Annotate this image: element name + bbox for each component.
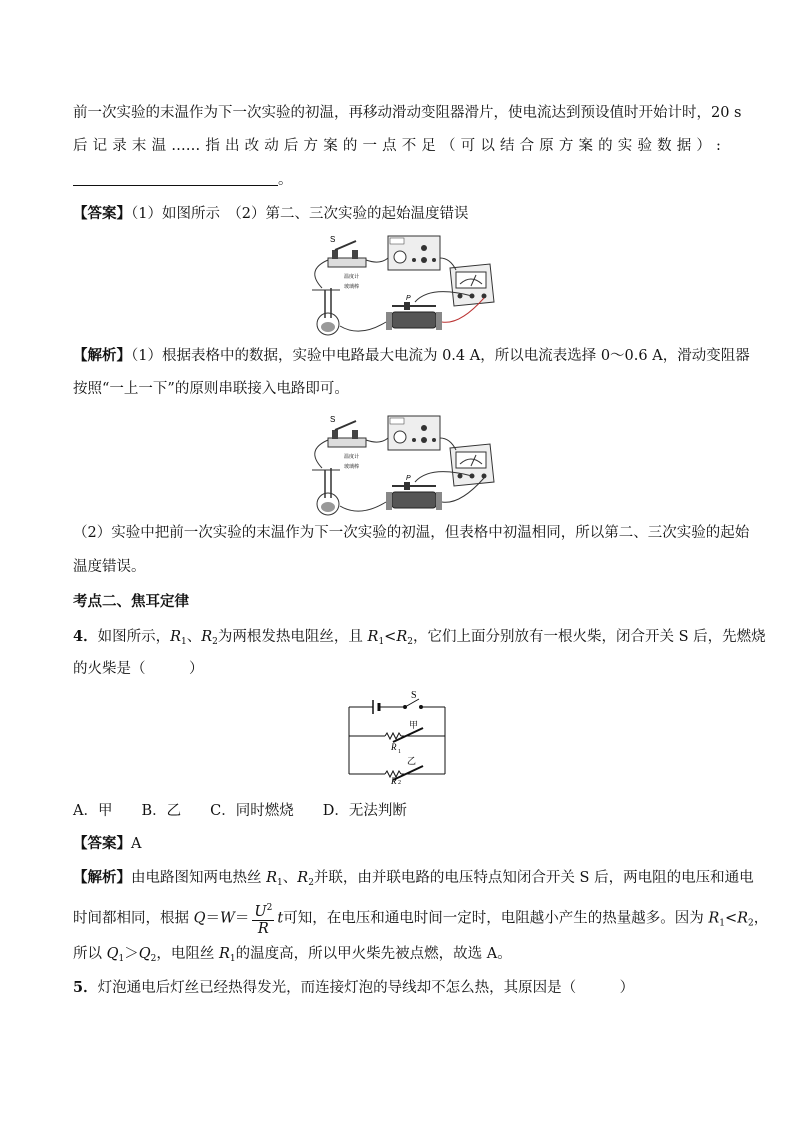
line2-char: 数 [657, 138, 672, 154]
r-symbol: R [297, 870, 309, 886]
analysis1-line4: 温度错误。 [73, 559, 146, 575]
sep: 、 [282, 870, 298, 886]
analysis4-line1 [73, 868, 754, 893]
analysis4-text-b: 并联，由并联电路的电压特点知闭合开关 S 后，两电阻的电压和通电 [313, 870, 754, 886]
q4-number: 4． [73, 628, 98, 645]
r-sub: 1 [181, 637, 187, 647]
r-symbol: R [737, 910, 749, 927]
equals: ＝ [205, 910, 220, 927]
q3-intro-line2 [73, 136, 721, 156]
switch-label-2: S [330, 415, 336, 424]
switch-label: S [330, 235, 336, 244]
r-symbol: R [201, 629, 213, 645]
r-sub: 1 [719, 918, 725, 929]
line2-char: （ [441, 138, 456, 154]
section-title: 考点二、焦耳定律 [73, 593, 189, 610]
q5-text: 灯泡通电后灯丝已经热得发光，而连接灯泡的导线却不怎么热，其原因是（ ） [97, 980, 635, 996]
analysis1-text: （1）根据表格中的数据，实验中电路最大电流为 0.4 A，所以电流表选择 0～0.6 A，滑动变阻器 [131, 348, 750, 364]
r-sub: 2 [748, 918, 754, 929]
u-symbol: U [254, 904, 267, 920]
r-symbol: R [170, 629, 182, 645]
line2-char: 记 [92, 138, 108, 154]
line2-char: 的 [598, 138, 613, 154]
answer1 [73, 204, 468, 224]
line2-char: 合 [519, 138, 535, 154]
glass-label-2: 玻璃棒 [344, 464, 360, 470]
yi-label: 乙 [407, 757, 417, 767]
q5-line [73, 978, 634, 998]
analysis4-text-a: 由电路图知两电热丝 [131, 870, 267, 886]
r-denominator: R [257, 921, 269, 937]
lt-sign: < [384, 629, 397, 645]
q-symbol: Q [193, 910, 206, 927]
line2-char: 末 [131, 138, 147, 154]
line2-char: 不 [401, 138, 417, 154]
line2-char: 后 [73, 138, 88, 154]
apparatus-figure-1 [300, 230, 500, 338]
line2-char: 据 [676, 138, 692, 154]
r-sub: 1 [378, 637, 385, 647]
analysis1-line3: （2）实验中把前一次实验的末温作为下一次实验的初温，但表格中初温相同，所以第二、三次实验的起始 [73, 525, 750, 541]
line2-char: 方 [558, 138, 574, 154]
r-symbol: R [266, 870, 278, 886]
thermo-label: 温度计 [344, 274, 360, 280]
w-symbol: W [220, 910, 235, 927]
r-sub: 2 [308, 878, 314, 888]
line2-char: 方 [303, 138, 319, 154]
analysis4-text-c: 时间都相同，根据 [73, 910, 194, 927]
line2-char: 一 [362, 138, 377, 154]
line2-char: 原 [539, 138, 554, 154]
q-symbol: Q [106, 946, 119, 962]
apparatus-figure-2 [300, 410, 500, 518]
t-symbol: t [277, 910, 284, 927]
answer-blank [73, 171, 278, 186]
answer-text: （1）如图所示 （2）第二、三次实验的起始温度错误 [131, 206, 469, 222]
line2-char: 录 [112, 138, 127, 154]
line2-char: 动 [264, 138, 279, 154]
r-sub: 2 [407, 637, 413, 647]
exponent: 2 [266, 903, 273, 913]
r-sub: 1 [229, 954, 236, 964]
q4-text-b: 为两根发热电阻丝，且 [217, 629, 368, 645]
analysis4-text-f: ，电阻丝 [156, 946, 219, 962]
line2-char: 验 [637, 138, 652, 154]
switch-s-label: S [411, 690, 417, 701]
lt-sign: < [724, 910, 738, 927]
q4-text-a: 如图所示， [97, 629, 171, 645]
line2-char: 出 [224, 138, 240, 154]
analysis-tag: 【解析】 [73, 347, 131, 364]
line2-char: 以 [480, 138, 495, 154]
line2-char: …… [171, 138, 201, 154]
line2-char: 改 [244, 138, 260, 154]
r2-label: R [391, 776, 397, 784]
equals: ＝ [234, 910, 250, 927]
line2-char: 点 [382, 138, 397, 154]
line2-char: ） [696, 138, 711, 154]
line2-char: 指 [205, 138, 220, 154]
q4-line2: 的火柴是（ ） [73, 661, 204, 677]
line2-char: 足 [421, 138, 436, 154]
line2-char: 案 [323, 138, 338, 154]
r-symbol: R [218, 946, 230, 962]
q4-text-c: ，它们上面分别放有一根火柴，闭合开关 S 后，先燃烧 [412, 629, 766, 645]
analysis4-text-d: 可知，在电压和通电时间一定时，电阻越小产生的热量越多。因为 [283, 910, 709, 927]
glass-label: 玻璃棒 [344, 284, 360, 290]
line2-char: 结 [499, 138, 515, 154]
line2-char: 的 [342, 138, 358, 154]
analysis4-text-g: 的温度高，所以甲火柴先被点燃，故选 A。 [235, 946, 512, 962]
q-sub: 1 [118, 954, 125, 964]
r-sub: 1 [277, 878, 283, 888]
q4-sep: 、 [186, 629, 202, 645]
analysis1-line1 [73, 346, 750, 366]
q4-options: A．甲 B．乙 C．同时燃烧 D．无法判断 [73, 803, 407, 819]
r-sub: 2 [212, 637, 218, 647]
formula-fraction [252, 900, 274, 937]
q3-intro-line3 [73, 170, 293, 190]
r2-sub-label: 2 [398, 780, 401, 784]
line2-char: 案 [578, 138, 594, 154]
answer4 [73, 834, 141, 854]
r-symbol: R [396, 629, 408, 645]
thermo-label-2: 温度计 [344, 454, 360, 460]
q4-line1 [73, 627, 766, 652]
q-sub: 2 [150, 954, 157, 964]
gt-sign: ＞ [124, 946, 139, 962]
q5-number: 5． [73, 979, 98, 996]
line2-char: 实 [617, 138, 633, 154]
answer-text: A [131, 836, 142, 852]
q3-intro-line1: 前一次实验的末温作为下一次实验的初温，再移动滑动变阻器滑片，使电流达到预设值时开始计时，20 s [73, 105, 742, 121]
line2-char: 可 [460, 138, 476, 154]
q-symbol: Q [138, 946, 151, 962]
line2-char: 温 [151, 138, 167, 154]
line2-char: 后 [283, 138, 299, 154]
line2-char: : [716, 138, 721, 154]
analysis4-text-e: 所以 [73, 946, 107, 962]
r-symbol: R [367, 629, 379, 645]
analysis4-line3 [73, 944, 512, 969]
answer-tag: 【答案】 [73, 835, 131, 852]
analysis-tag: 【解析】 [73, 869, 131, 886]
r1-sub-label: 1 [398, 749, 401, 755]
comma: ， [753, 910, 769, 927]
circuit-diagram [345, 688, 449, 784]
slider-label: P [406, 295, 411, 302]
analysis4-line2 [73, 900, 768, 942]
r1-label: R [391, 742, 397, 752]
analysis1-line2: 按照“一上一下”的原则串联接入电路即可。 [73, 381, 349, 397]
r-symbol: R [708, 910, 720, 927]
jia-label: 甲 [409, 721, 419, 731]
answer-tag: 【答案】 [73, 205, 131, 222]
period: 。 [278, 172, 293, 188]
slider-label-2: P [406, 475, 411, 482]
